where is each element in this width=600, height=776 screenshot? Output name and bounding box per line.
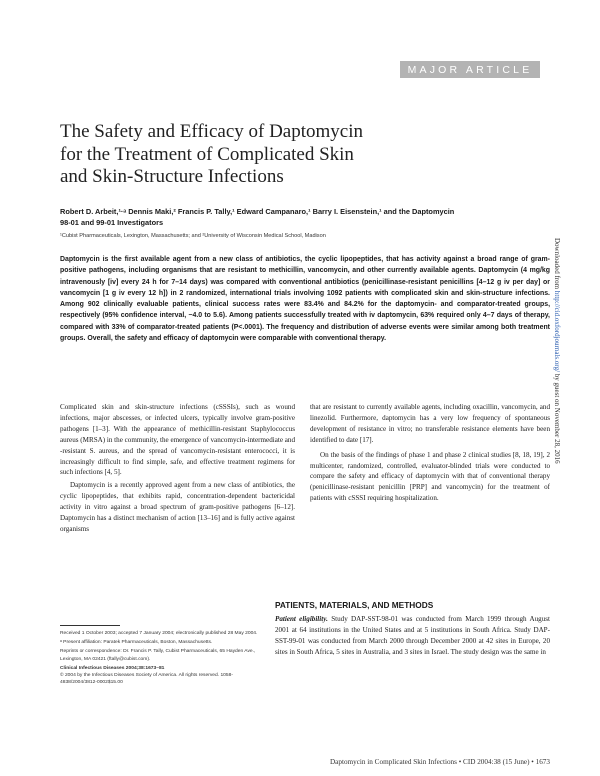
title-line-2: for the Treatment of Complicated Skin bbox=[60, 143, 354, 165]
author-line-2: 98-01 and 99-01 Investigators bbox=[60, 217, 164, 227]
footnotes bbox=[60, 630, 265, 688]
author-line-1: Robert D. Arbeit,¹·ᵃ Dennis Maki,² Francis P. Tally,¹ Edward Campanaro,¹ Barry I. Eisenstein,¹ and the Daptomycin bbox=[60, 207, 455, 216]
body-right-column bbox=[310, 402, 550, 504]
footnote-received: Received 1 October 2003; accepted 7 January 2004; electronically published 28 May 2004. bbox=[60, 631, 258, 636]
sidenote-prefix: Downloaded from bbox=[553, 238, 561, 291]
footnote-copyright: © 2004 by the Infectious Diseases Society of America. All rights reserved. 1058-4838/2004/3812-0002$15.00 bbox=[60, 673, 233, 686]
affiliations: ¹Cubist Pharmaceuticals, Lexington, Massachusetts; and ²University of Wisconsin Medical School, Madison bbox=[60, 233, 326, 239]
body-paragraph: Daptomycin is a recently approved agent from a new class of antibiotics, the cyclic lipopeptides, that exhibits rapid, concentration-dependent bactericidal activity in vitro against a broad spectrum of gram-positive pathogens [6–12]. Daptomycin has a distinct mechanism of action [13–16] and is fully active against organisms bbox=[60, 481, 295, 533]
methods-column bbox=[275, 614, 550, 658]
title-line-1: The Safety and Efficacy of Daptomycin bbox=[60, 121, 364, 142]
footnote-journal: Clinical Infectious Diseases 2004;38:1673–81 bbox=[60, 665, 165, 671]
download-sidenote bbox=[549, 238, 561, 608]
footnote-reprints: Reprints or correspondence: Dr. Francis P. Tally, Cubist Pharmaceuticals, 65 Hayden Ave., Lexington, MA 02421 (ftally@cubist.com). bbox=[60, 649, 256, 662]
runin-heading: Patient eligibility. bbox=[275, 615, 328, 623]
article-title bbox=[60, 121, 460, 189]
abstract: Daptomycin is the first available agent from a new class of antibiotics, the cyclic lipopeptides, that has activity against a broad range of gram-positive pathogens, including organisms that are resistant to methicillin, vancomycin, and other currently available agents. Daptomycin (4 mg/kg intravenously [iv] every 24 h for 7–14 days) was compared with conventional antibiotics (penicillinase-resistant penicillins [4–12 g iv per day] or vancomycin [1 g iv every 12 h]) in 2 randomized, international trials involving 1092 patients with complicated skin and skin-structure infections. Among 902 clinically evaluable patients, clinical success rates were 83.4% and 84.2% for the daptomycin- and comparator-treated groups, respectively (95% confidence interval, −4.0 to 5.6). Among patients successfully treated with iv daptomycin, 63% required only 4–7 days of therapy, compared with 33% of comparator-treated patients (P<.0001). The frequency and distribution of adverse events were similar among both treatment groups. Overall, the safety and efficacy of daptomycin were comparable with conventional therapy. bbox=[60, 256, 550, 343]
article-type-label: MAJOR ARTICLE bbox=[407, 63, 533, 76]
body-paragraph bbox=[275, 614, 550, 658]
body-paragraph: Complicated skin and skin-structure infections (cSSSIs), such as wound infections, major abscesses, or infected ulcers, typically involve gram-positive pathogens [1–3]. With the appearance of methicillin-resistant Staphylococcus aureus (MRSA) in the community, the emergence of vancomycin-intermediate and -resistant S. aureus, and the spread of vancomycin-resistant enterococci, it is increasingly difficult to find simple, safe, and effective treatment regimens for such infections [4, 5]. bbox=[60, 403, 296, 477]
footnote-divider bbox=[60, 625, 120, 626]
body-paragraph: On the basis of the findings of phase 1 and phase 2 clinical studies [8, 18, 19], 2 multicenter, randomized, controlled, evaluator-blinded trials were conducted to compare the safety and efficacy of daptomycin with that of conventional therapy (penicillinase-resistant penicillin [PRP] and vancomycin) for the treatment of patients with cSSSI requiring hospitalization. bbox=[310, 450, 550, 503]
paragraph-text: Study DAP-SST-98-01 was conducted from March 1999 through August 2001 at 64 institutions in the United States and at 5 institutions in South Africa. Study DAP-SST-99-01 was conducted from March 2000 through December 2000 at 42 sites in Europe, 20 sites in South Africa, 5 sites in Australia, and 3 sites in Israel. The study design was the same in bbox=[275, 615, 550, 656]
body-left-column bbox=[60, 402, 295, 535]
article-type-banner bbox=[400, 61, 540, 78]
section-heading: PATIENTS, MATERIALS, AND METHODS bbox=[275, 600, 434, 610]
sidenote-suffix: by guest on November 28, 2016 bbox=[553, 372, 561, 464]
sidenote-link[interactable]: http://cid.oxfordjournals.org/ bbox=[553, 290, 561, 373]
title-line-3: and Skin-Structure Infections bbox=[60, 166, 284, 187]
running-footer: Daptomycin in Complicated Skin Infections • CID 2004:38 (15 June) • 1673 bbox=[329, 758, 550, 766]
author-list bbox=[60, 207, 550, 228]
body-paragraph: that are resistant to currently available agents, including oxacillin, vancomycin, and linezolid. Furthermore, daptomycin has a very low frequency of spontaneous development of resistance in vitro; no transferable resistance elements have been identified to date [17]. bbox=[310, 403, 550, 444]
footnote-present-affiliation: ᵃ Present affiliation: Paratek Pharmaceuticals, Boston, Massachusetts. bbox=[60, 640, 213, 646]
